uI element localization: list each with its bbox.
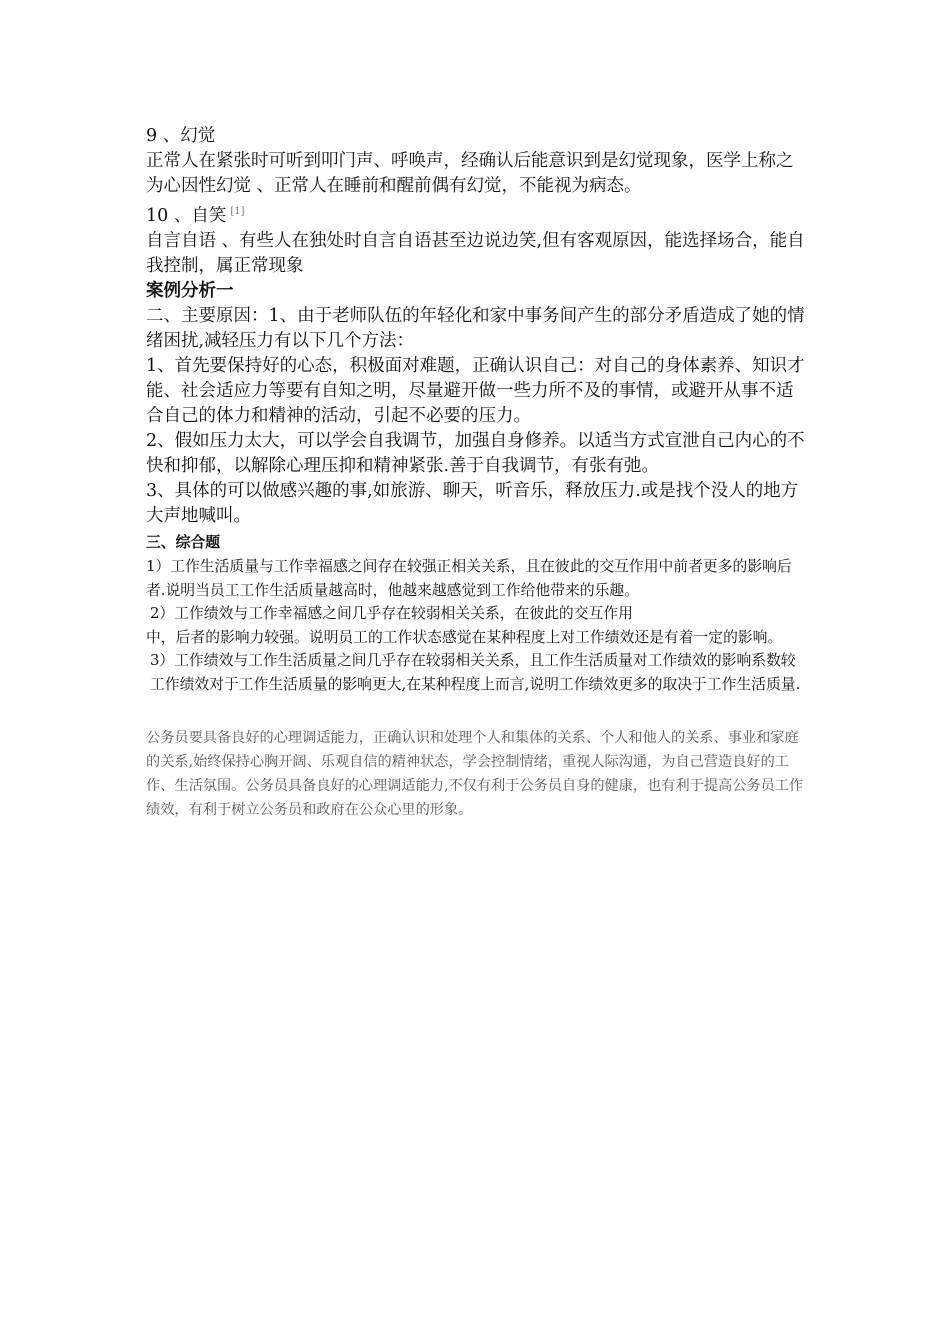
case-heading: 案例分析一 [146,281,234,301]
case-item-1: 1、首先要保持好的心态，积极面对难题，正确认识自己：对自己的身体素养、知识才能、社会适应力等要有自知之明，尽量避开做一些力所不及的事情，或避开从事不适合自己的体力和精神的活动，引起不必要的压力。 [146,356,805,426]
section-3-heading: 三、综合题 [146,534,220,551]
case-item-3: 3、具体的可以做感兴趣的事,如旅游、聊天，听音乐，释放压力.或是找个没人的地方大声地喊叫。 [146,481,799,526]
case-item-2: 2、假如压力太大，可以学会自我调节，加强自身修养。以适当方式宣泄自己内心的不快和抑郁，以解除心理压抑和精神紧张.善于自我调节，有张有弛。 [146,431,805,476]
section-3-paragraph-3: 3）工作绩效与工作生活质量之间几乎存在较弱相关关系，且工作生活质量对工作绩效的影响系数较工作绩效对于工作生活质量的影响更大,在某种程度上而言,说明工作绩效更多的取决于工作生活质量. [150,652,801,693]
section-10-title-line [146,199,810,229]
section-9-title: 9 、幻觉 [146,126,216,146]
section-3-paragraph-2-line-2: 中，后者的影响力较强。说明员工的工作状态感觉在某种程度上对工作绩效还是有着一定的影响。 [146,628,783,646]
section-10-body: 自言自语 、有些人在独处时自言自语甚至边说边笑,但有客观原因，能选择场合，能自我控制，属正常现象 [146,231,805,276]
footnote-reference[interactable]: [1] [230,206,245,217]
section-9-body: 正常人在紧张时可听到叩门声、呼唤声，经确认后能意识到是幻觉现象，医学上称之为心因性幻觉 、正常人在睡前和醒前偶有幻觉，不能视为病态。 [146,151,794,196]
section-3-paragraph-1: 1）工作生活质量与工作幸福感之间存在较强正相关关系，且在彼此的交互作用中前者更多的影响后者.说明当员工工作生活质量越高时，他越来越感觉到工作给他带来的乐趣。 [146,558,792,599]
section-10-title: 10 、自笑 [146,206,227,226]
document-page [146,124,810,822]
closing-paragraph: 公务员要具备良好的心理调适能力，正确认识和处理个人和集体的关系、个人和他人的关系、事业和家庭的关系,始终保持心胸开阔、乐观自信的精神状态，学会控制情绪，重视人际沟通，为自己营造良好的工作、生活氛围。公务员具备良好的心理调适能力,不仅有利于公务员自身的健康，也有利于提高公务员工作绩效，有利于树立公务员和政府在公众心里的形象。 [146,730,804,818]
spacer [146,696,810,726]
section-3-paragraph-2-line-1: 2）工作绩效与工作幸福感之间几乎存在较弱相关关系，在彼此的交互作用 [150,605,633,622]
case-reason: 二、主要原因：1、由于老师队伍的年轻化和家中事务间产生的部分矛盾造成了她的情绪困扰,减轻压力有以下几个方法： [146,306,805,351]
